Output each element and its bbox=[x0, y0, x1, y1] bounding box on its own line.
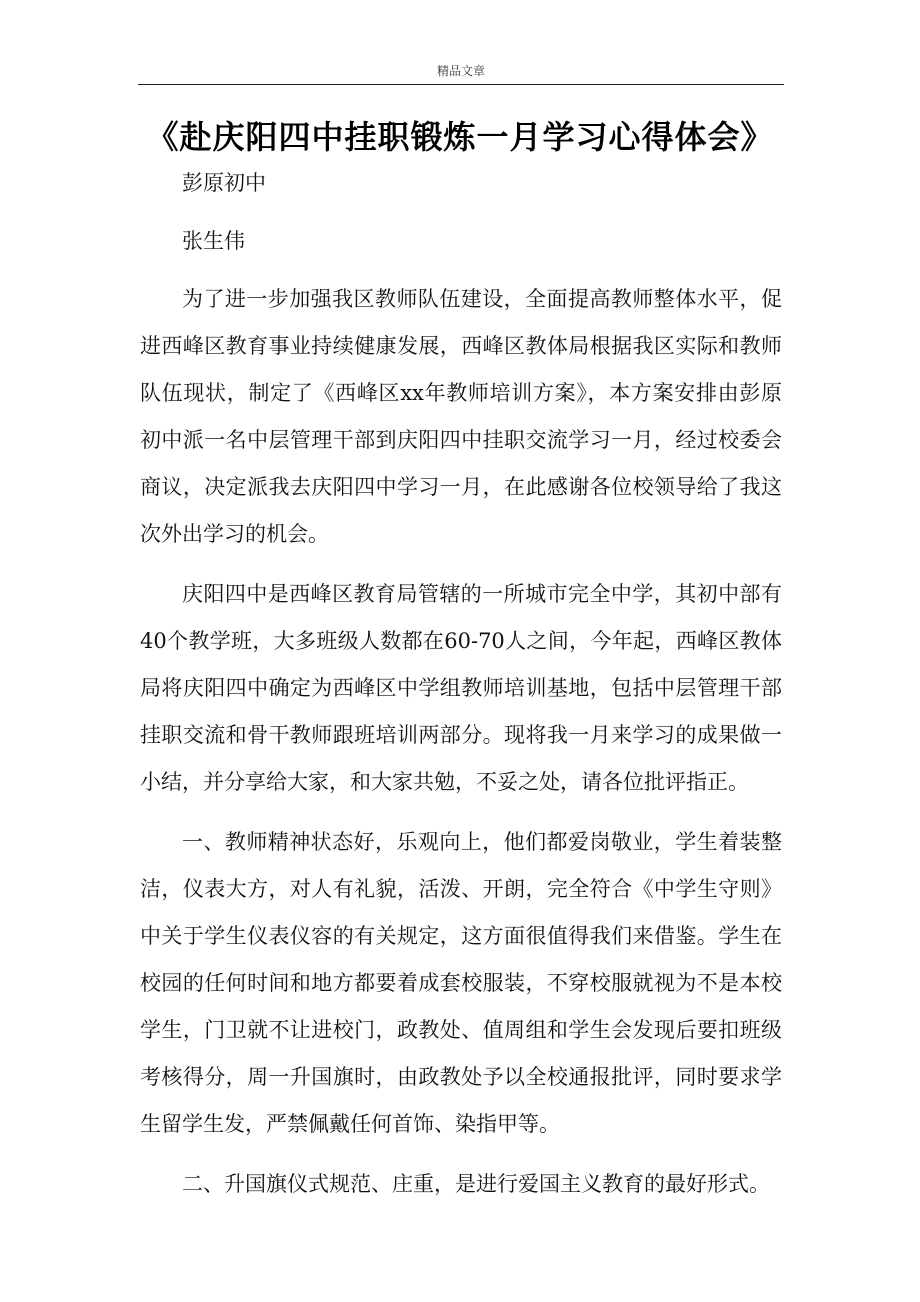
paragraph: 一、教师精神状态好，乐观向上，他们都爱岗敬业，学生着装整洁，仪表大方，对人有礼貌，活泼、开朗，完全符合《中学生守则》中关于学生仪表仪容的有关规定，这方面很值得我们来借鉴。学生在校园的任何时间和地方都要着成套校服装，不穿校服就视为不是本校学生，门卫就不让进校门，政教处、值周组和学生会发现后要扣班级考核得分，周一升国旗时，由政教处予以全校通报批评，同时要求学生留学生发，严禁佩戴任何首饰、染指甲等。 bbox=[140, 830, 782, 1136]
paragraph: 为了进一步加强我区教师队伍建设，全面提高教师整体水平，促进西峰区教育事业持续健康发展，西峰区教体局根据我区实际和教师队伍现状，制定了《西峰区xx年教师培训方案》，本方案安排由彭原初中派一名中层管理干部到庆阳四中挂职交流学习一月，经过校委会商议，决定派我去庆阳四中学习一月，在此感谢各位校领导给了我这次外出学习的机会。 bbox=[140, 287, 782, 546]
document-title: 《赴庆阳四中挂职锻炼一月学习心得体会》 bbox=[146, 118, 774, 156]
document-body bbox=[140, 160, 782, 1221]
paragraph: 庆阳四中是西峰区教育局管辖的一所城市完全中学，其初中部有40个教学班，大多班级人数都在60-70人之间，今年起，西峰区教体局将庆阳四中确定为西峰区中学组教师培训基地，包括中层管理干部挂职交流和骨干教师跟班培训两部分。现将我一月来学习的成果做一小结，并分享给大家，和大家共勉，不妥之处，请各位批评指正。 bbox=[140, 582, 782, 794]
page-header-label: 精品文章 bbox=[436, 64, 485, 78]
author-name: 张生伟 bbox=[182, 229, 245, 253]
school-name: 彭原初中 bbox=[182, 171, 266, 195]
paragraph: 二、升国旗仪式规范、庄重，是进行爱国主义教育的最好形式。 bbox=[182, 1172, 770, 1196]
header-divider bbox=[138, 84, 784, 85]
